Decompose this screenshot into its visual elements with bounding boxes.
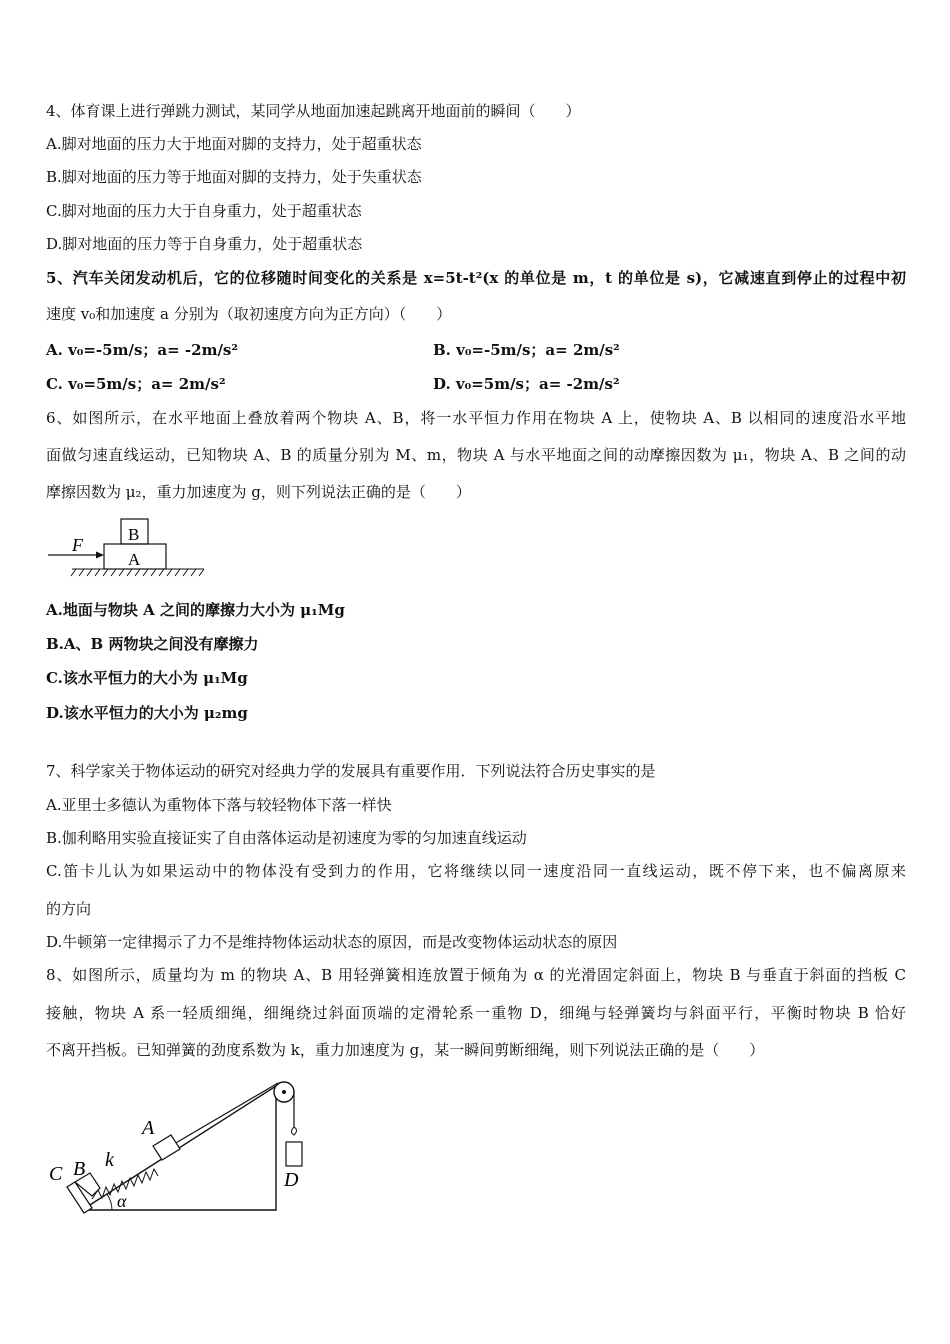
q5-option-b: B. v₀=-5m/s；a= 2m/s²	[433, 341, 620, 359]
force-arrow-head	[96, 552, 104, 559]
label-b: B	[73, 1158, 86, 1180]
q6-option-c: C.该水平恒力的大小为 μ₁Mg	[46, 669, 248, 687]
q5-stem-line1: 5、汽车关闭发动机后，它的位移随时间变化的关系是 x=5t-t²(x 的单位是 m，t 的单位是 s)，它减速直到停止的过程中初	[46, 269, 906, 287]
weight-d	[286, 1142, 302, 1166]
label-d: D	[284, 1169, 299, 1191]
label-a: A	[142, 1117, 155, 1139]
label-alpha: α	[117, 1191, 127, 1211]
q7-option-b: B.伽利略用实验直接证实了自由落体运动是初速度为零的匀加速直线运动	[46, 829, 527, 847]
q4-option-c: C.脚对地面的压力大于自身重力，处于超重状态	[46, 202, 362, 220]
q8-stem-line1: 8、如图所示，质量均为 m 的物块 A、B 用轻弹簧相连放置于倾角为 α 的光滑固定斜面上，物块 B 与垂直于斜面的挡板 C	[46, 966, 906, 984]
q4-option-b: B.脚对地面的压力等于地面对脚的支持力，处于失重状态	[46, 168, 422, 186]
q5-option-a: A. v₀=-5m/s；a= -2m/s²	[46, 341, 238, 359]
q6-option-b: B.A、B 两物块之间没有摩擦力	[46, 635, 259, 653]
label-f: F	[72, 535, 83, 555]
q6-stem-line1: 6、如图所示，在水平地面上叠放着两个物块 A、B，将一水平恒力作用在物块 A 上，使物块 A、B 以相同的速度沿水平地	[46, 409, 906, 427]
ground-hatch	[71, 569, 204, 576]
label-c: C	[49, 1163, 63, 1185]
q5-option-c: C. v₀=5m/s；a= 2m/s²	[46, 375, 226, 393]
q7-option-c-cont: 的方向	[46, 900, 92, 918]
angle-arc	[107, 1194, 112, 1210]
q7-option-a: A.亚里士多德认为重物体下落与较轻物体下落一样快	[46, 796, 392, 814]
q6-option-a: A.地面与物块 A 之间的摩擦力大小为 μ₁Mg	[46, 601, 345, 619]
pulley-axle	[282, 1090, 286, 1094]
label-k: k	[105, 1149, 114, 1171]
q8-stem-line3: 不离开挡板。已知弹簧的劲度系数为 k，重力加速度为 g，某一瞬间剪断细绳，则下列说法正确的是（ ）	[46, 1041, 765, 1059]
hook	[292, 1127, 297, 1135]
label-a: A	[128, 550, 141, 569]
q4-option-d: D.脚对地面的压力等于自身重力，处于超重状态	[46, 235, 363, 253]
q4-stem: 4、体育课上进行弹跳力测试，某同学从地面加速起跳离开地面前的瞬间（ ）	[46, 102, 581, 120]
block-a	[153, 1135, 180, 1160]
q6-stem-line3: 摩擦因数为 μ₂，重力加速度为 g，则下列说法正确的是（ ）	[46, 483, 471, 501]
q7-stem: 7、科学家关于物体运动的研究对经典力学的发展具有重要作用．下列说法符合历史事实的是	[46, 762, 656, 780]
q7-option-d: D.牛顿第一定律揭示了力不是维持物体运动状态的原因，而是改变物体运动状态的原因	[46, 933, 618, 951]
q6-option-d: D.该水平恒力的大小为 μ₂mg	[46, 704, 248, 722]
q8-stem-line2: 接触，物块 A 系一轻质细绳，细绳绕过斜面顶端的定滑轮系一重物 D，细绳与轻弹簧均与斜面平行，平衡时物块 B 恰好	[46, 1004, 906, 1022]
q4-option-a: A.脚对地面的压力大于地面对脚的支持力，处于超重状态	[46, 135, 422, 153]
q5-option-d: D. v₀=5m/s；a= -2m/s²	[433, 375, 620, 393]
q6-figure	[44, 513, 209, 581]
q5-stem-line2: 速度 v₀和加速度 a 分别为（取初速度方向为正方向）（ ）	[46, 305, 452, 323]
q6-stem-line2: 面做匀速直线运动，已知物块 A、B 的质量分别为 M、m，物块 A 与水平地面之间的动摩擦因数为 μ₁，物块 A、B 之间的动	[46, 446, 906, 464]
rope-incline	[174, 1083, 278, 1144]
q7-option-c: C.笛卡儿认为如果运动中的物体没有受到力的作用，它将继续以同一速度沿同一直线运动，既不停下来，也不偏离原来	[46, 862, 906, 880]
label-b: B	[128, 525, 140, 544]
q8-figure	[44, 1072, 314, 1218]
